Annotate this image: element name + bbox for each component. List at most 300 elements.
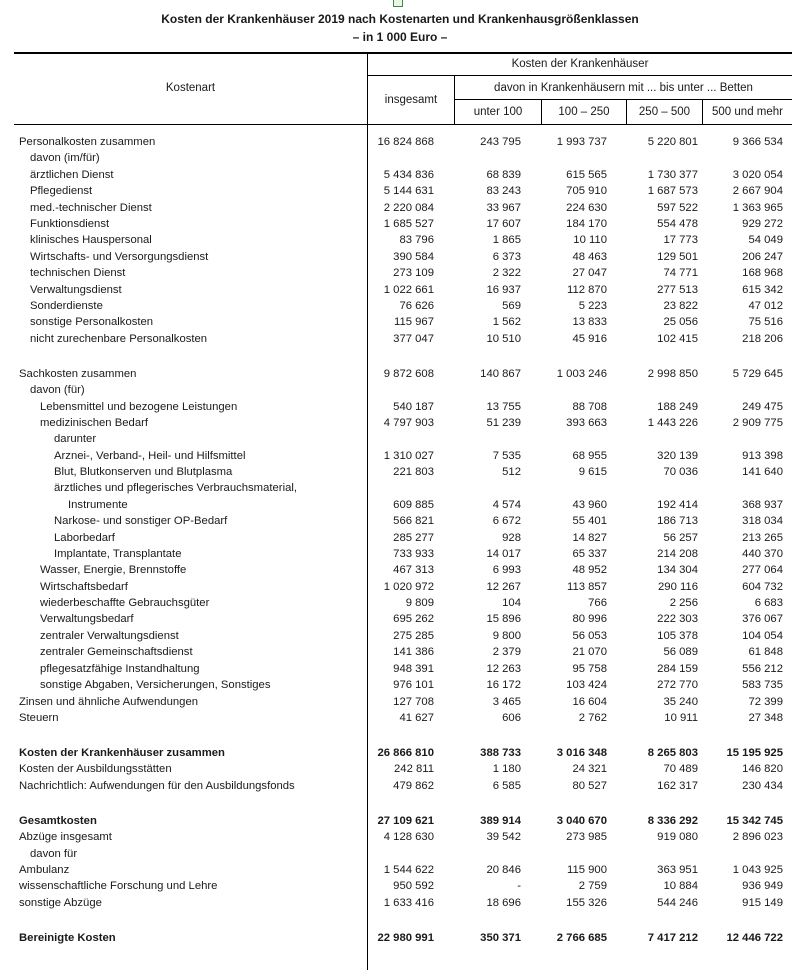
cell-value: 1 003 246 [556,368,607,380]
cell-value: 9 872 608 [383,368,434,380]
cell-value: 948 391 [393,663,434,675]
table-row [0,813,800,829]
cell-value: 1 993 737 [556,136,607,148]
cell-value: 275 285 [393,630,434,642]
table-row [0,232,800,248]
cell-value: 33 967 [486,202,521,214]
header-kostenart: Kostenart [165,82,216,94]
table-row [0,480,800,496]
table-row [0,216,800,232]
header-group-4: 500 und mehr [712,106,783,118]
cell-value: 213 265 [742,532,783,544]
row-label: pflegesatzfähige Instandhaltung [40,663,200,675]
cell-value: 285 277 [393,532,434,544]
cell-value: 766 [588,597,607,609]
cell-value: 597 522 [657,202,698,214]
cell-value: 1 020 972 [383,581,434,593]
cell-value: 188 249 [657,401,698,413]
cell-value: 4 797 903 [383,417,434,429]
cell-value: 9 615 [578,466,607,478]
cell-value: 104 [502,597,521,609]
cell-value: 20 846 [486,864,521,876]
row-label: Gesamtkosten [19,815,97,827]
cell-value: 16 824 868 [377,136,434,148]
table-row [0,530,800,546]
cell-value: 10 510 [486,333,521,345]
table-row [0,829,800,845]
cell-value: 290 116 [658,581,698,593]
row-label: Arznei-, Verband-, Heil- und Hilfsmittel [54,450,246,462]
cell-value: 65 337 [572,548,607,560]
cell-value: 2 220 084 [383,202,434,214]
row-label: Instrumente [68,499,128,511]
cell-value: 70 489 [663,763,698,775]
cell-value: 24 321 [572,763,607,775]
row-label: ärztlichen Dienst [30,169,114,181]
row-label: Wasser, Energie, Brennstoffe [40,564,187,576]
cell-value: 76 626 [399,300,434,312]
cell-value: 134 304 [657,564,698,576]
cell-value: 2 256 [669,597,698,609]
cell-value: 56 053 [572,630,607,642]
cell-value: 13 755 [486,401,521,413]
cell-value: 26 866 810 [377,747,434,759]
cell-value: 13 833 [572,316,607,328]
table-row [0,661,800,677]
cell-value: 1 544 622 [383,864,434,876]
cell-value: 273 109 [393,267,434,279]
cell-value: 3 040 670 [556,815,607,827]
cell-value: 318 034 [742,515,783,527]
cell-value: 74 771 [663,267,698,279]
cell-value: 377 047 [393,333,434,345]
table-row [0,895,800,911]
cell-value: 80 527 [572,780,607,792]
cell-value: 186 713 [657,515,698,527]
cell-value: 1 633 416 [383,897,434,909]
table-row [0,265,800,281]
cell-value: 7 535 [492,450,521,462]
row-label: med.-technischer Dienst [30,202,152,214]
cell-value: 363 951 [657,864,698,876]
cell-value: 43 960 [572,499,607,511]
cell-value: 18 696 [486,897,521,909]
cell-value: 5 144 631 [383,185,434,197]
row-label: ärztliches und pflegerisches Verbrauchsmaterial, [54,482,298,494]
table-row [0,200,800,216]
cell-value: 393 663 [566,417,607,429]
cell-value: 224 630 [566,202,607,214]
cell-value: 368 937 [742,499,783,511]
cell-value: 12 267 [486,581,521,593]
cell-value: 51 239 [486,417,521,429]
cell-value: 22 980 991 [377,932,434,944]
cell-value: 929 272 [742,218,783,230]
row-label: Abzüge insgesamt [19,831,112,843]
cell-value: 2 322 [492,267,521,279]
cell-value: 5 223 [578,300,607,312]
table-row [0,761,800,777]
table-title: Kosten der Krankenhäuser 2019 nach Kostenarten und Krankenhausgrößenklassen [161,12,639,26]
cell-value: 554 478 [657,218,698,230]
cell-value: 184 170 [566,218,607,230]
cell-value: 23 822 [663,300,698,312]
table-row [0,150,800,166]
row-label: Verwaltungsbedarf [40,613,134,625]
cell-value: 70 036 [663,466,698,478]
row-label: nicht zurechenbare Personalkosten [30,333,208,345]
cell-value: 10 911 [664,712,698,724]
cell-value: 27 348 [748,712,783,724]
cell-value: 17 773 [663,234,698,246]
cell-value: 56 089 [663,646,698,658]
cell-value: 83 243 [486,185,521,197]
row-label: technischen Dienst [30,267,126,279]
row-label: wissenschaftliche Forschung und Lehre [19,880,218,892]
cell-value: 72 399 [748,696,783,708]
cell-value: 540 187 [393,401,434,413]
row-label: wiederbeschaffte Gebrauchsgüter [40,597,210,609]
cell-value: 5 220 801 [647,136,698,148]
table-row [0,331,800,347]
table-row [0,878,800,894]
table-row [0,382,800,398]
cell-value: 1 687 573 [647,185,698,197]
cell-value: 192 414 [657,499,698,511]
row-label: sonstige Abgaben, Versicherungen, Sonstiges [40,679,271,691]
cell-value: 206 247 [742,251,783,263]
cell-value: 5 434 836 [383,169,434,181]
cell-value: 104 054 [742,630,783,642]
cell-value: 9 809 [405,597,434,609]
row-label: Kosten der Krankenhäuser zusammen [19,747,225,759]
cell-value: 41 627 [399,712,434,724]
cell-value: 45 916 [572,333,607,345]
cell-value: 68 839 [486,169,521,181]
table-row [0,431,800,447]
cell-value: 105 378 [657,630,698,642]
cell-value: 440 370 [742,548,783,560]
cell-value: 9 800 [492,630,521,642]
row-label: Wirtschaftsbedarf [40,581,128,593]
cell-value: 6 683 [754,597,783,609]
cell-value: 249 475 [742,401,783,413]
row-label: Sonderdienste [30,300,103,312]
cell-value: 12 446 722 [726,932,783,944]
cell-value: 6 373 [492,251,521,263]
cell-value: 88 708 [572,401,607,413]
cell-value: 976 101 [393,679,434,691]
table-row [0,644,800,660]
cell-value: 9 366 534 [732,136,783,148]
cell-value: 2 896 023 [732,831,783,843]
table-row [0,167,800,183]
table-row [0,415,800,431]
cell-value: 2 762 [578,712,607,724]
cell-value: 1 730 377 [647,169,698,181]
table-row [0,314,800,330]
cell-value: 155 326 [566,897,607,909]
cell-value: 1 043 925 [732,864,783,876]
table-row [0,497,800,513]
table-row [0,546,800,562]
table-row [0,677,800,693]
row-label: davon (im/für) [30,152,100,164]
row-label: Funktionsdienst [30,218,110,230]
cell-value: 284 159 [657,663,698,675]
cell-value: 3 465 [492,696,521,708]
cell-value: 27 109 621 [377,815,434,827]
row-label: Blut, Blutkonserven und Blutplasma [54,466,233,478]
cell-value: 467 313 [393,564,434,576]
cell-value: 390 584 [393,251,434,263]
table-row [0,611,800,627]
cell-value: 113 857 [567,581,607,593]
cell-value: 928 [502,532,521,544]
cell-value: 566 821 [393,515,434,527]
cell-value: 17 607 [486,218,521,230]
cell-value: 556 212 [742,663,783,675]
cell-value: 8 265 803 [647,747,698,759]
cell-value: 6 993 [492,564,521,576]
cell-value: 230 434 [742,780,783,792]
row-label: Steuern [19,712,59,724]
cell-value: 389 914 [480,815,521,827]
cell-value: 512 [502,466,521,478]
table-row [0,778,800,794]
cell-value: 273 985 [566,831,607,843]
cell-value: 222 303 [657,613,698,625]
cell-value: 115 900 [567,864,607,876]
cell-value: 10 884 [663,880,698,892]
header-group-2: 100 – 250 [558,106,610,118]
cell-value: 950 592 [393,880,434,892]
cell-value: 277 064 [742,564,783,576]
cell-value: 695 262 [393,613,434,625]
row-label: Wirtschafts- und Versorgungsdienst [30,251,209,263]
table-row [0,282,800,298]
cell-value: 615 342 [742,284,783,296]
cell-value: 2 379 [492,646,521,658]
row-label: Bereinigte Kosten [19,932,116,944]
table-unit: – in 1 000 Euro – [352,30,448,44]
row-label: zentraler Gemeinschaftsdienst [40,646,193,658]
cell-value: 48 952 [572,564,607,576]
cell-value: 936 949 [742,880,783,892]
cell-value: 68 955 [572,450,607,462]
cell-value: 146 820 [742,763,783,775]
table-row [0,399,800,415]
cell-value: 272 770 [657,679,698,691]
table-row [0,862,800,878]
cell-value: 112 870 [567,284,607,296]
cell-value: 569 [502,300,521,312]
table-row [0,846,800,862]
cell-value: 75 516 [748,316,783,328]
cell-value: 2 998 850 [647,368,698,380]
table-row [0,745,800,761]
cell-value: 1 865 [492,234,521,246]
cell-value: 350 371 [480,932,521,944]
row-label: sonstige Abzüge [19,897,102,909]
cell-value: 915 149 [742,897,783,909]
table-row [0,134,800,150]
cell-value: 544 246 [657,897,698,909]
cell-value: 39 542 [486,831,521,843]
cell-value: 27 047 [572,267,607,279]
cell-value: 162 317 [657,780,698,792]
table-row [0,710,800,726]
table-row [0,579,800,595]
cell-value: 4 574 [492,499,521,511]
cell-value: 4 128 630 [383,831,434,843]
cell-value: 1 363 965 [732,202,783,214]
cell-value: 1 443 226 [647,417,698,429]
cell-value: 606 [502,712,521,724]
row-label: darunter [54,433,97,445]
cell-value: 1 022 661 [383,284,434,296]
header-kosten: Kosten der Krankenhäuser [511,58,649,70]
cell-value: 54 049 [748,234,783,246]
cell-value: 47 012 [748,300,783,312]
row-label: Ambulanz [19,864,70,876]
cell-value: 1 180 [492,763,521,775]
cell-value: 14 827 [572,532,607,544]
row-label: Nachrichtlich: Aufwendungen für den Ausbildungsfonds [19,780,295,792]
row-label: medizinischen Bedarf [40,417,149,429]
cell-value: 8 336 292 [647,815,698,827]
cell-value: 1 310 027 [383,450,434,462]
cell-value: 48 463 [572,251,607,263]
cell-value: 221 803 [393,466,434,478]
row-label: Laborbedarf [54,532,115,544]
cell-value: 2 909 775 [732,417,783,429]
row-label: Personalkosten zusammen [19,136,156,148]
cell-value: 103 424 [566,679,607,691]
cell-value: 7 417 212 [647,932,698,944]
table-row [0,595,800,611]
cell-value: 141 386 [393,646,434,658]
cell-value: 2 667 904 [732,185,783,197]
cell-value: 16 604 [572,696,607,708]
cell-value: 242 811 [394,763,434,775]
cell-value: 919 080 [657,831,698,843]
table-row [0,628,800,644]
cell-value: 127 708 [393,696,434,708]
cell-value: 21 070 [572,646,607,658]
cell-value: 615 565 [566,169,607,181]
row-label: davon (für) [30,384,85,396]
cell-value: 1 562 [492,316,521,328]
cell-value: 95 758 [572,663,607,675]
cell-value: 376 067 [742,613,783,625]
row-label: Zinsen und ähnliche Aufwendungen [19,696,199,708]
cell-value: 14 017 [486,548,521,560]
cell-value: 705 910 [566,185,607,197]
cell-value: 6 585 [492,780,521,792]
table-row [0,513,800,529]
cell-value: 168 968 [742,267,783,279]
cell-value: 15 195 925 [726,747,783,759]
cell-value: 25 056 [663,316,698,328]
cell-value: 583 735 [742,679,783,691]
header-group-1: unter 100 [473,106,523,118]
row-label: sonstige Personalkosten [30,316,154,328]
cell-value: 479 862 [393,780,434,792]
row-label: Implantate, Transplantate [54,548,182,560]
cell-value: 55 401 [572,515,607,527]
header-insgesamt: insgesamt [384,94,438,106]
cell-value: 56 257 [663,532,698,544]
table-row [0,694,800,710]
cell-value: 2 766 685 [556,932,607,944]
cell-value: 16 172 [486,679,521,691]
row-label: Narkose- und sonstiger OP-Bedarf [54,515,228,527]
row-label: klinisches Hauspersonal [30,234,152,246]
row-label: Pflegedienst [30,185,93,197]
row-label: Verwaltungsdienst [30,284,122,296]
cell-value: 141 640 [742,466,783,478]
cell-value: 16 937 [486,284,521,296]
cell-value: 83 796 [399,234,434,246]
cell-value: 214 208 [657,548,698,560]
cell-value: 2 759 [578,880,607,892]
row-label: Lebensmittel und bezogene Leistungen [40,401,238,413]
cell-value: 102 415 [657,333,698,345]
cell-value: 604 732 [742,581,783,593]
row-label: zentraler Verwaltungsdienst [40,630,179,642]
header-davon: davon in Krankenhäusern mit ... bis unter ... Betten [494,82,753,94]
cell-value: 1 685 527 [383,218,434,230]
header-group-3: 250 – 500 [638,106,691,118]
table-row [0,448,800,464]
cell-value: 913 398 [742,450,783,462]
table-row [0,366,800,382]
cell-value: 5 729 645 [732,368,783,380]
cell-value: 277 513 [657,284,698,296]
cell-value: 115 967 [394,316,434,328]
cell-value: 320 139 [657,450,698,462]
cell-value: - [517,880,521,892]
row-label: Sachkosten zusammen [19,368,137,380]
table-row [0,298,800,314]
cell-value: 61 848 [748,646,783,658]
cell-value: 388 733 [480,747,521,759]
cell-value: 15 342 745 [726,815,783,827]
cell-value: 10 110 [573,234,607,246]
row-label: davon für [30,848,78,860]
cell-value: 35 240 [663,696,698,708]
cell-value: 129 501 [657,251,698,263]
table-row [0,183,800,199]
table-row [0,464,800,480]
table-row [0,562,800,578]
cell-value: 3 016 348 [556,747,607,759]
row-label: Kosten der Ausbildungsstätten [19,763,172,775]
cell-value: 243 795 [480,136,521,148]
cell-value: 3 020 054 [732,169,783,181]
cell-value: 140 867 [480,368,521,380]
cell-value: 80 996 [572,613,607,625]
cell-value: 12 263 [486,663,521,675]
table-row [0,249,800,265]
cell-value: 15 896 [486,613,521,625]
cell-value: 218 206 [742,333,783,345]
cell-value: 609 885 [393,499,434,511]
cell-value: 6 672 [492,515,521,527]
cell-value: 733 933 [393,548,434,560]
table-row [0,930,800,946]
